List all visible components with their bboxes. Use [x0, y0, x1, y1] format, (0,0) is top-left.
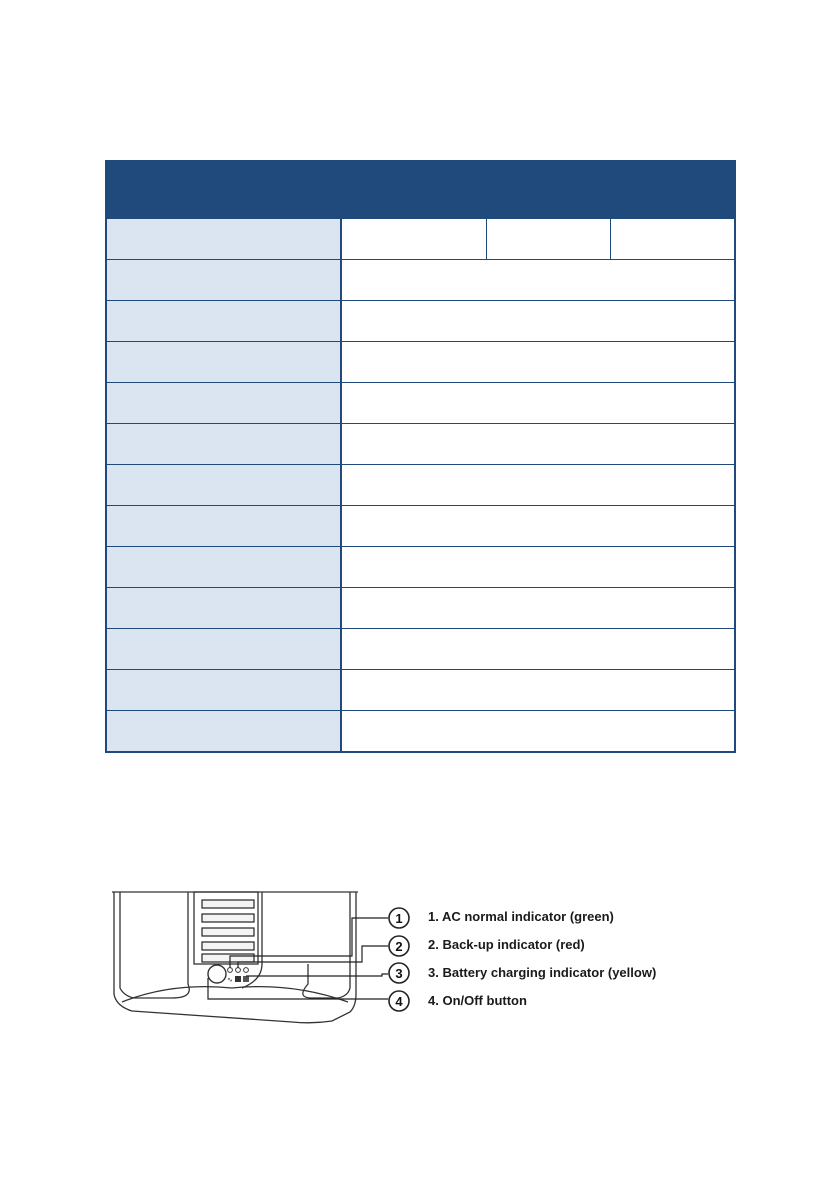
backup-led: [236, 968, 241, 973]
table-row: [106, 219, 735, 260]
row-value: [341, 424, 735, 465]
callout-number-3: 3: [395, 966, 403, 981]
ups-inner-shell-far-right: [303, 892, 350, 998]
row-label: [106, 670, 341, 711]
table-row: [106, 465, 735, 506]
row-label: [106, 383, 341, 424]
specification-table: [105, 160, 736, 753]
row-value: [341, 588, 735, 629]
table-row: [106, 547, 735, 588]
table-row: [106, 342, 735, 383]
table-row: [106, 383, 735, 424]
row-label: [106, 506, 341, 547]
table-row: [106, 260, 735, 301]
ups-front-panel-illustration: [112, 884, 672, 1030]
row-value: [341, 506, 735, 547]
row-value: [341, 219, 486, 260]
row-value: [610, 219, 735, 260]
row-value: [341, 547, 735, 588]
ups-inner-shell-left: [120, 892, 189, 998]
battery-charging-led: [244, 968, 249, 973]
table-header-row: [106, 161, 735, 219]
row-value: [341, 383, 735, 424]
row-label: [106, 547, 341, 588]
table-row: [106, 670, 735, 711]
table-row: [106, 711, 735, 753]
row-value: [341, 629, 735, 670]
row-label: [106, 301, 341, 342]
row-value: [341, 260, 735, 301]
ups-base-plate: [122, 987, 348, 1002]
row-label: [106, 260, 341, 301]
row-label: [106, 465, 341, 506]
ac-symbol-icon: ∿: [227, 976, 233, 984]
vent-slot: [202, 954, 254, 962]
callout-backup-indicator: 2. Back-up indicator (red): [428, 937, 585, 952]
charging-symbol-icon: [243, 976, 249, 982]
table-row: [106, 301, 735, 342]
ups-front-panel-diagram: [112, 884, 672, 1030]
leader-line-2: [238, 946, 388, 968]
ac-normal-led: [228, 968, 233, 973]
table-row: [106, 506, 735, 547]
leader-line-3: [246, 974, 388, 976]
row-value: [486, 219, 610, 260]
row-value: [341, 465, 735, 506]
row-value: [341, 342, 735, 383]
vent-slot: [202, 928, 254, 936]
callout-on-off-button: 4. On/Off button: [428, 993, 527, 1008]
vent-slots: [202, 900, 254, 962]
row-value: [341, 301, 735, 342]
table-row: [106, 588, 735, 629]
callout-number-1: 1: [395, 911, 403, 926]
vent-slot: [202, 914, 254, 922]
row-value: [341, 711, 735, 753]
callout-ac-normal-indicator: 1. AC normal indicator (green): [428, 909, 614, 924]
row-label: [106, 711, 341, 753]
table-row: [106, 424, 735, 465]
row-label: [106, 342, 341, 383]
row-label: [106, 588, 341, 629]
table-header-cell: [106, 161, 735, 219]
power-button: [208, 965, 226, 983]
row-label: [106, 629, 341, 670]
table-row: [106, 629, 735, 670]
row-label: [106, 424, 341, 465]
battery-symbol-icon: [235, 976, 241, 982]
row-value: [341, 670, 735, 711]
vent-slot: [202, 900, 254, 908]
vent-slot: [202, 942, 254, 950]
callout-number-4: 4: [395, 994, 403, 1009]
row-label: [106, 219, 341, 260]
callout-number-2: 2: [395, 939, 403, 954]
callout-battery-charging-indicator: 3. Battery charging indicator (yellow): [428, 965, 657, 980]
